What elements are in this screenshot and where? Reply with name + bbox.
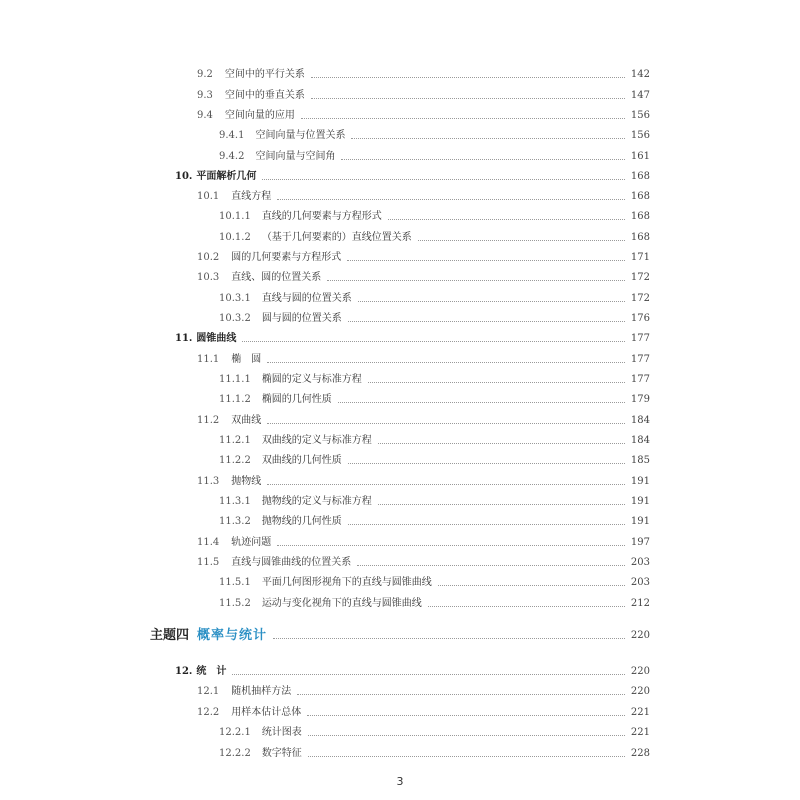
page-number: 191 xyxy=(630,516,650,527)
section-number: 11.5.1 xyxy=(219,577,251,588)
toc-entry[interactable] xyxy=(219,372,650,388)
section-number: 11.3.1 xyxy=(219,496,251,507)
section-title: 数字特征 xyxy=(261,748,302,759)
toc-entry[interactable] xyxy=(197,108,650,124)
leader-dots xyxy=(273,637,625,639)
toc-entry[interactable] xyxy=(219,746,650,762)
toc-entry[interactable] xyxy=(219,514,650,530)
page-number: 203 xyxy=(630,557,650,568)
leader-dots xyxy=(348,462,625,464)
section-title: 空间向量与位置关系 xyxy=(255,130,346,141)
leader-dots xyxy=(301,117,625,119)
leader-dots xyxy=(438,584,625,586)
page-number: 142 xyxy=(630,69,650,80)
toc-entry[interactable] xyxy=(219,575,650,591)
section-title: 直线方程 xyxy=(231,191,272,202)
toc-entry[interactable] xyxy=(197,535,650,551)
section-title: 圆与圆的位置关系 xyxy=(261,313,342,324)
page-number: 177 xyxy=(630,374,650,385)
page-number: 184 xyxy=(630,435,650,446)
section-number: 12.1 xyxy=(197,686,220,697)
section-number: 11.1.1 xyxy=(219,374,251,385)
leader-dots xyxy=(428,605,625,607)
page-number: 185 xyxy=(630,455,650,466)
section-title: 直线、圆的位置关系 xyxy=(231,272,322,283)
section-title: 抛物线的定义与标准方程 xyxy=(261,496,372,507)
chapter-title: 统 计 xyxy=(196,666,227,677)
leader-dots xyxy=(351,137,624,139)
toc-entry[interactable] xyxy=(219,128,650,144)
section-title: 空间中的垂直关系 xyxy=(224,90,305,101)
section-number: 11.2.1 xyxy=(219,435,251,446)
toc-entry[interactable] xyxy=(197,352,650,368)
toc-entry[interactable] xyxy=(197,189,650,205)
section-title: 直线的几何要素与方程形式 xyxy=(261,211,382,222)
section-title: 空间中的平行关系 xyxy=(224,69,305,80)
section-title: 双曲线的几何性质 xyxy=(261,455,342,466)
section-title: 直线与圆的位置关系 xyxy=(261,293,352,304)
leader-dots xyxy=(267,483,625,485)
leader-dots xyxy=(311,76,625,78)
section-number: 11.5.2 xyxy=(219,598,251,609)
section-number: 10.3.2 xyxy=(219,313,251,324)
section-title: 椭 圆 xyxy=(231,354,262,365)
page-number: 221 xyxy=(630,727,650,738)
section-title: 轨迹问题 xyxy=(231,537,272,548)
page-number: 220 xyxy=(630,666,650,677)
section-title: 空间向量与空间角 xyxy=(255,151,336,162)
page-number: 197 xyxy=(630,537,650,548)
section-number: 12.2 xyxy=(197,707,220,718)
toc-entry[interactable] xyxy=(197,555,650,571)
page-number: 184 xyxy=(630,415,650,426)
leader-dots xyxy=(311,97,625,99)
section-number: 12.2.1 xyxy=(219,727,251,738)
page-number: 203 xyxy=(630,577,650,588)
toc-entry[interactable] xyxy=(197,684,650,700)
toc-entry[interactable] xyxy=(197,705,650,721)
section-title: 随机抽样方法 xyxy=(231,686,292,697)
section-title: 椭圆的几何性质 xyxy=(261,394,332,405)
leader-dots xyxy=(308,755,625,757)
page-number: 191 xyxy=(630,476,650,487)
section-title: 平面几何图形视角下的直线与圆锥曲线 xyxy=(261,577,432,588)
toc-entry[interactable] xyxy=(219,453,650,469)
section-title: 双曲线的定义与标准方程 xyxy=(261,435,372,446)
page-number: 156 xyxy=(630,130,650,141)
chapter-number: 10. xyxy=(175,171,193,182)
toc-chapter[interactable] xyxy=(175,169,650,185)
toc-chapter[interactable] xyxy=(175,331,650,347)
leader-dots xyxy=(242,340,625,342)
section-number: 9.4 xyxy=(197,110,213,121)
leader-dots xyxy=(277,198,625,200)
leader-dots xyxy=(327,279,625,281)
page-number: 212 xyxy=(630,598,650,609)
section-title: 椭圆的定义与标准方程 xyxy=(261,374,362,385)
page-number: 168 xyxy=(630,191,650,202)
page-number: 171 xyxy=(630,252,650,263)
leader-dots xyxy=(338,401,625,403)
section-number: 11.4 xyxy=(197,537,220,548)
leader-dots xyxy=(277,544,625,546)
section-title: 圆的几何要素与方程形式 xyxy=(231,252,342,263)
chapter-number: 11. xyxy=(175,333,193,344)
leader-dots xyxy=(297,693,625,695)
section-title: 抛物线的几何性质 xyxy=(261,516,342,527)
leader-dots xyxy=(368,381,625,383)
section-number: 9.2 xyxy=(197,69,213,80)
section-number: 10.1 xyxy=(197,191,220,202)
section-title: 运动与变化视角下的直线与圆锥曲线 xyxy=(261,598,422,609)
section-number: 10.3.1 xyxy=(219,293,251,304)
section-number: 11.1 xyxy=(197,354,220,365)
page-number: 176 xyxy=(630,313,650,324)
section-number: 9.3 xyxy=(197,90,213,101)
toc-entry[interactable] xyxy=(219,230,650,246)
footer-page-number: 3 xyxy=(396,775,404,788)
leader-dots xyxy=(388,218,625,220)
section-number: 11.2 xyxy=(197,415,220,426)
leader-dots xyxy=(348,320,625,322)
toc-entry[interactable] xyxy=(197,67,650,83)
theme-label: 主题四 xyxy=(150,628,190,643)
toc-entry[interactable] xyxy=(197,474,650,490)
section-title: 直线与圆锥曲线的位置关系 xyxy=(231,557,352,568)
section-number: 11.3 xyxy=(197,476,220,487)
toc-entry[interactable] xyxy=(219,209,650,225)
section-title: 空间向量的应用 xyxy=(224,110,295,121)
page-number: 191 xyxy=(630,496,650,507)
section-number: 11.5 xyxy=(197,557,220,568)
section-number: 10.3 xyxy=(197,272,220,283)
theme-title: 概率与统计 xyxy=(197,628,268,643)
leader-dots xyxy=(378,442,625,444)
section-title: 双曲线 xyxy=(231,415,262,426)
section-number: 12.2.2 xyxy=(219,748,251,759)
section-number: 9.4.2 xyxy=(219,151,245,162)
leader-dots xyxy=(262,178,625,180)
section-number: 9.4.1 xyxy=(219,130,245,141)
section-number: 10.1.1 xyxy=(219,211,251,222)
leader-dots xyxy=(348,523,625,525)
page-number: 168 xyxy=(630,232,650,243)
toc-entry[interactable] xyxy=(197,88,650,104)
toc-entry[interactable] xyxy=(197,413,650,429)
page-number: 220 xyxy=(630,686,650,697)
section-title: 抛物线 xyxy=(231,476,262,487)
toc-entry[interactable] xyxy=(219,494,650,510)
page-number: 168 xyxy=(630,171,650,182)
page-number: 179 xyxy=(630,394,650,405)
page-number: 177 xyxy=(630,333,650,344)
section-number: 10.2 xyxy=(197,252,220,263)
leader-dots xyxy=(308,734,625,736)
leader-dots xyxy=(341,158,624,160)
chapter-title: 圆锥曲线 xyxy=(196,333,237,344)
toc-entry[interactable] xyxy=(219,311,650,327)
section-number: 11.1.2 xyxy=(219,394,251,405)
leader-dots xyxy=(267,361,625,363)
toc-entry[interactable] xyxy=(219,596,650,612)
toc-entry[interactable] xyxy=(197,250,650,266)
page-number: 228 xyxy=(630,748,650,759)
toc-entry[interactable] xyxy=(197,270,650,286)
toc-chapter[interactable] xyxy=(175,664,650,680)
leader-dots xyxy=(267,422,625,424)
page-number: 220 xyxy=(630,630,650,641)
leader-dots xyxy=(378,503,625,505)
section-number: 10.1.2 xyxy=(219,232,251,243)
leader-dots xyxy=(357,564,625,566)
section-title: 用样本估计总体 xyxy=(231,707,302,718)
page-number: 147 xyxy=(630,90,650,101)
toc-entry[interactable] xyxy=(219,149,650,165)
leader-dots xyxy=(347,259,625,261)
page-number: 221 xyxy=(630,707,650,718)
toc-entry[interactable] xyxy=(219,725,650,741)
leader-dots xyxy=(418,239,625,241)
toc-entry[interactable] xyxy=(219,291,650,307)
page-number: 172 xyxy=(630,293,650,304)
page-number: 156 xyxy=(630,110,650,121)
section-title: （基于几何要素的）直线位置关系 xyxy=(261,232,412,243)
leader-dots xyxy=(358,300,625,302)
toc-entry[interactable] xyxy=(219,392,650,408)
chapter-number: 12. xyxy=(175,666,193,677)
page-number: 177 xyxy=(630,354,650,365)
chapter-title: 平面解析几何 xyxy=(196,171,257,182)
page-number: 172 xyxy=(630,272,650,283)
section-title: 统计图表 xyxy=(261,727,302,738)
toc-theme-heading[interactable] xyxy=(150,626,650,646)
toc-entry[interactable] xyxy=(219,433,650,449)
leader-dots xyxy=(232,673,625,675)
leader-dots xyxy=(307,714,625,716)
section-number: 11.3.2 xyxy=(219,516,251,527)
page-number: 168 xyxy=(630,211,650,222)
section-number: 11.2.2 xyxy=(219,455,251,466)
page-number: 161 xyxy=(630,151,650,162)
